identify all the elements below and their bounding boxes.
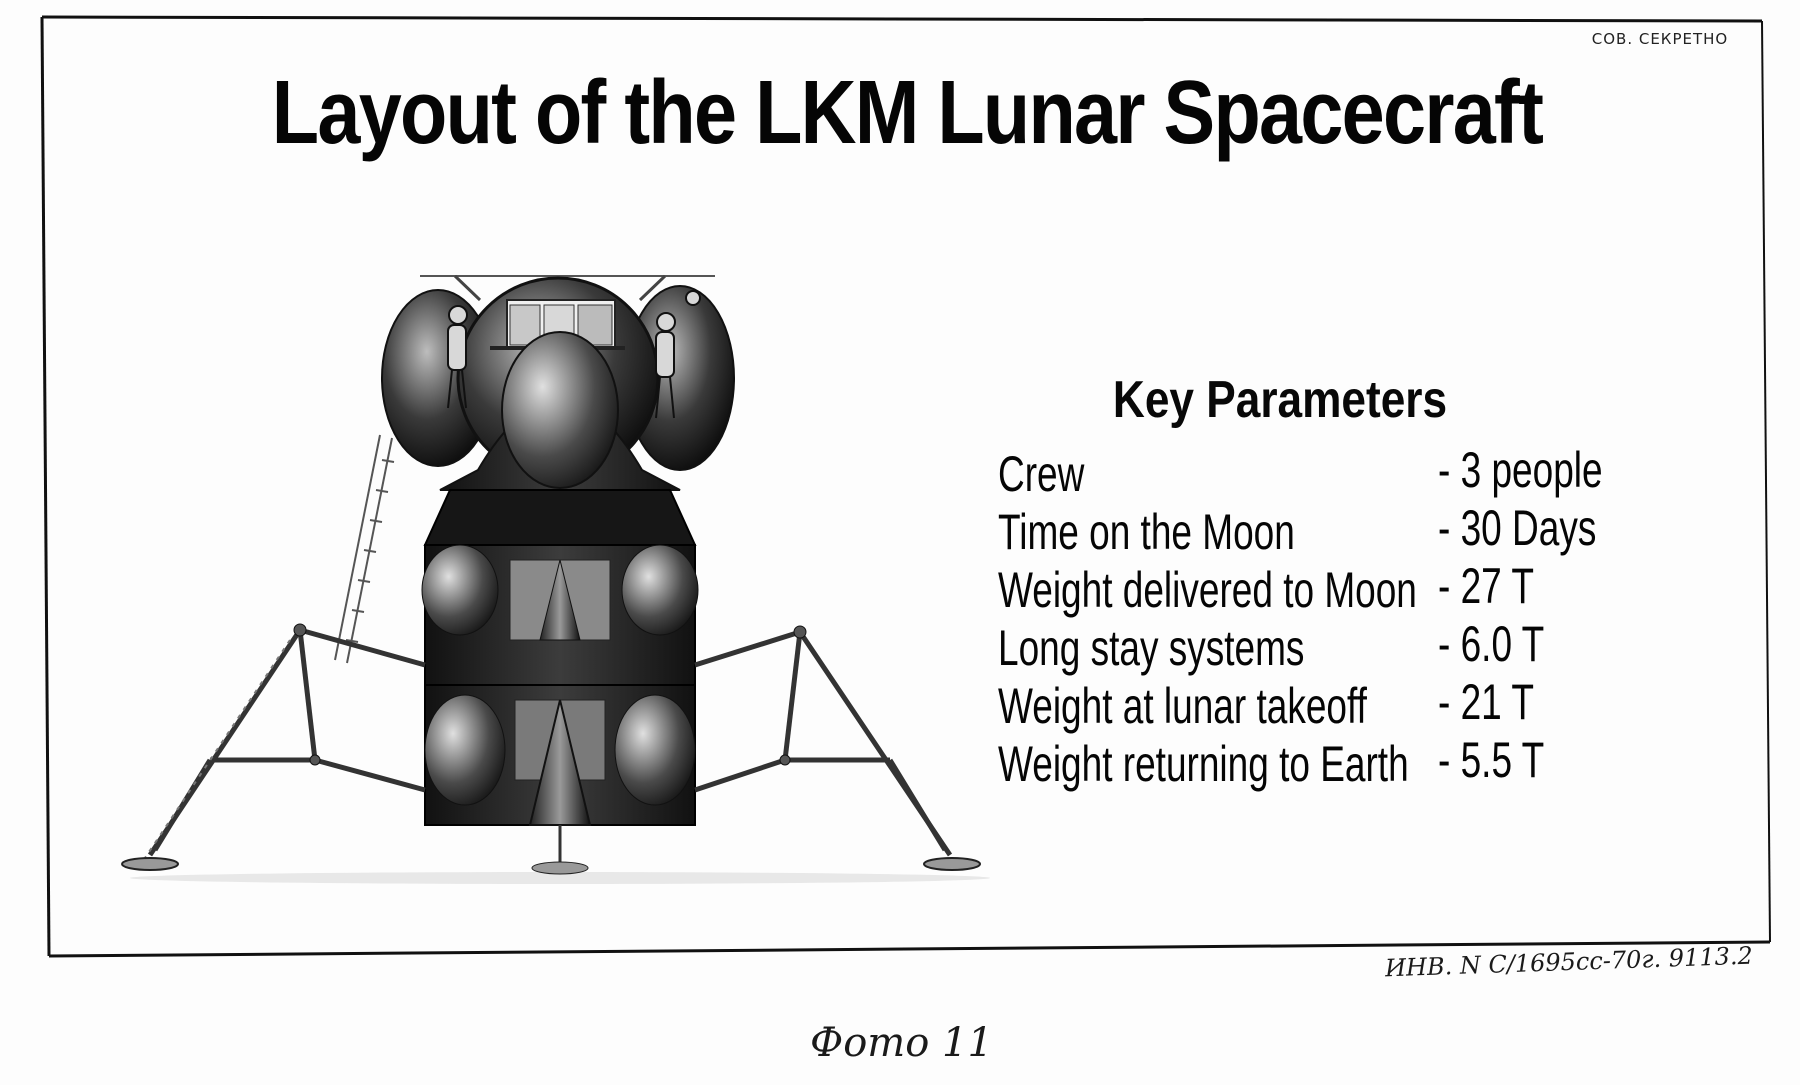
param-value: - 5.5 T [1438, 732, 1545, 788]
param-name: Weight delivered to Moon [998, 562, 1417, 618]
param-value: - 3 people [1438, 442, 1603, 498]
param-name: Weight at lunar takeoff [998, 678, 1367, 734]
page-title: Layout of the LKM Lunar Spacecraft [271, 63, 1543, 163]
param-row-weight-delivered [998, 558, 1698, 619]
param-row-weight-returning [998, 732, 1698, 793]
param-name: Long stay systems [998, 620, 1305, 676]
param-value: - 30 Days [1438, 500, 1597, 556]
param-value: - 27 T [1438, 558, 1534, 614]
inventory-number: ИНВ. N С/1695сс-70г. 9113.2 [1384, 941, 1754, 983]
key-parameters-list [998, 442, 1698, 793]
photo-label: Фото 11 [810, 1020, 993, 1066]
secrecy-stamp: СОВ. СЕКРЕТНО [1591, 30, 1729, 48]
lander-illustration [120, 260, 1000, 890]
param-value: - 6.0 T [1438, 616, 1545, 672]
param-row-weight-takeoff [998, 674, 1698, 735]
param-row-crew [998, 442, 1698, 503]
param-row-long-stay-systems [998, 616, 1698, 677]
param-name: Weight returning to Earth [998, 736, 1409, 792]
param-name: Time on the Moon [998, 504, 1295, 560]
param-value: - 21 T [1438, 674, 1534, 730]
param-row-time-on-moon [998, 500, 1698, 561]
key-parameters-heading: Key Parameters [1112, 371, 1448, 429]
param-name: Crew [998, 446, 1085, 502]
